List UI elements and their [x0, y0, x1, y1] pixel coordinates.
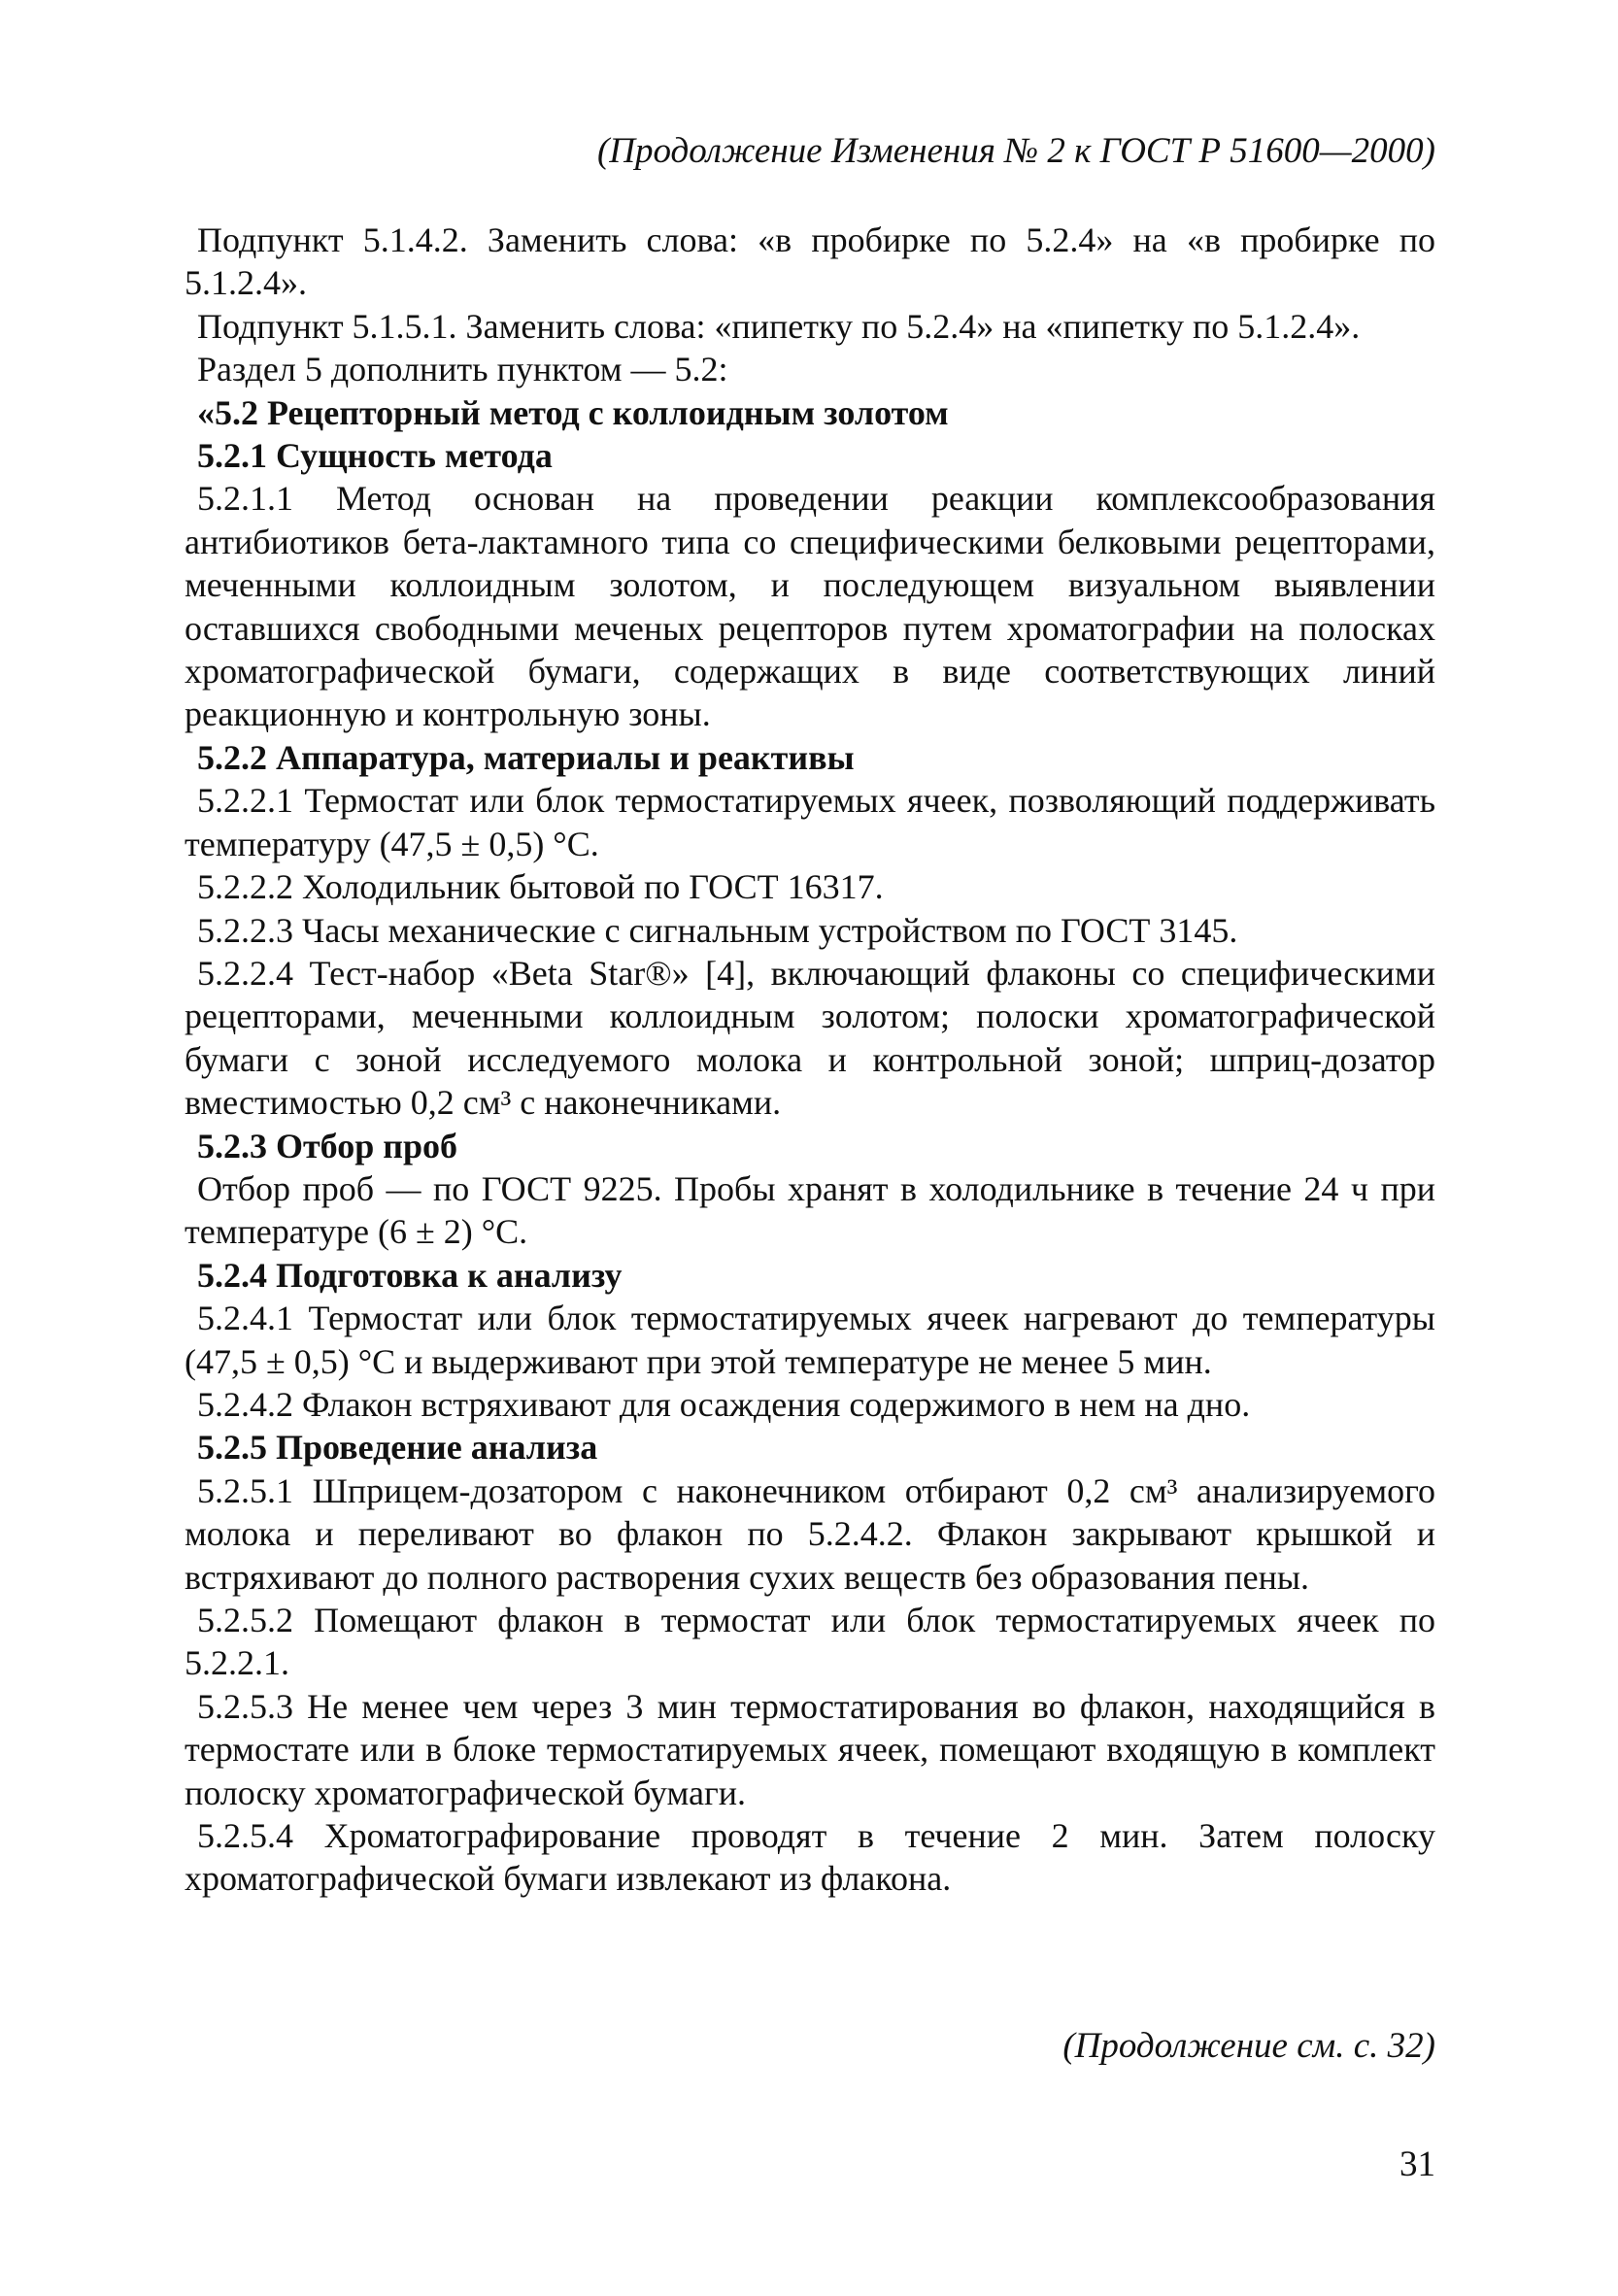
continuation-note: (Продолжение см. с. 32)	[1062, 2026, 1435, 2066]
paragraph: 5.2.2.4 Тест-набор «Beta Star®» [4], включающий флаконы со специфическими рецепторами, меченными коллоидным золотом; полоски хроматографической бумаги с зоной исследуемого молока и контрольной зоной; шприц-дозатор вместимостью 0,2 см³ с наконечниками.	[185, 953, 1435, 1123]
paragraph: 5.2.4.1 Термостат или блок термостатируемых ячеек нагревают до температуры (47,5 ± 0,5) °С и выдерживают при этой температуре не менее 5 мин.	[185, 1299, 1435, 1381]
paragraph: 5.2.4.2 Флакон встряхивают для осаждения содержимого в нем на дно.	[197, 1384, 1251, 1424]
paragraph: 5.2.5.4 Хроматографирование проводят в течение 2 мин. Затем полоску хроматографической бумаги извлекают из флакона.	[185, 1816, 1435, 1899]
section-heading: 5.2.5 Проведение анализа	[197, 1428, 598, 1468]
paragraph: 5.2.1.1 Метод основан на проведении реакции комплексообразования антибиотиков бета-лактамного типа со специфическими белковыми рецепторами, меченными коллоидным золотом, и последующем визуальном выявлении оставшихся свободными меченых рецепторов путем хроматографии на полосках хроматографической бумаги, содержащих в виде соответствующих линий реакционную и контрольную зоны.	[185, 479, 1435, 734]
paragraph: 5.2.5.3 Не менее чем через 3 мин термостатирования во флакон, находящийся в термостате или в блоке термостатируемых ячеек, помещают входящую в комплект полоску хроматографической бумаги.	[185, 1686, 1435, 1812]
paragraph: Подпункт 5.1.4.2. Заменить слова: «в пробирке по 5.2.4» на «в пробирке по 5.1.2.4».	[185, 220, 1435, 303]
paragraph: 5.2.2.3 Часы механические с сигнальным устройством по ГОСТ 3145.	[197, 910, 1238, 950]
paragraph: Подпункт 5.1.5.1. Заменить слова: «пипетку по 5.2.4» на «пипетку по 5.1.2.4».	[197, 306, 1361, 346]
paragraph: 5.2.5.2 Помещают флакон в термостат или блок термостатируемых ячеек по 5.2.2.1.	[185, 1601, 1435, 1683]
section-heading: 5.2.2 Аппаратура, материалы и реактивы	[197, 737, 855, 777]
paragraph: 5.2.5.1 Шприцем-дозатором с наконечником отбирают 0,2 см³ анализируемого молока и переливают во флакон по 5.2.4.2. Флакон закрывают крышкой и встряхивают до полного растворения сухих веществ без образования пены.	[185, 1470, 1435, 1597]
page-number: 31	[1399, 2144, 1435, 2184]
section-heading: 5.2.3 Отбор проб	[197, 1126, 457, 1165]
document-body	[185, 219, 1435, 1901]
paragraph: Отбор проб — по ГОСТ 9225. Пробы хранят в холодильнике в течение 24 ч при температуре (6 ± 2) °С.	[185, 1168, 1435, 1252]
paragraph: Раздел 5 дополнить пунктом — 5.2:	[197, 350, 728, 389]
paragraph: 5.2.2.1 Термостат или блок термостатируемых ячеек, позволяющий поддерживать температуру (47,5 ± 0,5) °С.	[185, 781, 1435, 863]
section-heading: 5.2.4 Подготовка к анализу	[197, 1255, 623, 1295]
paragraph: 5.2.2.2 Холодильник бытовой по ГОСТ 16317.	[197, 867, 884, 907]
section-heading: «5.2 Рецепторный метод с коллоидным золотом	[197, 392, 949, 432]
running-header: (Продолжение Изменения № 2 к ГОСТ Р 51600—2000)	[596, 131, 1435, 171]
section-heading: 5.2.1 Сущность метода	[197, 436, 553, 476]
